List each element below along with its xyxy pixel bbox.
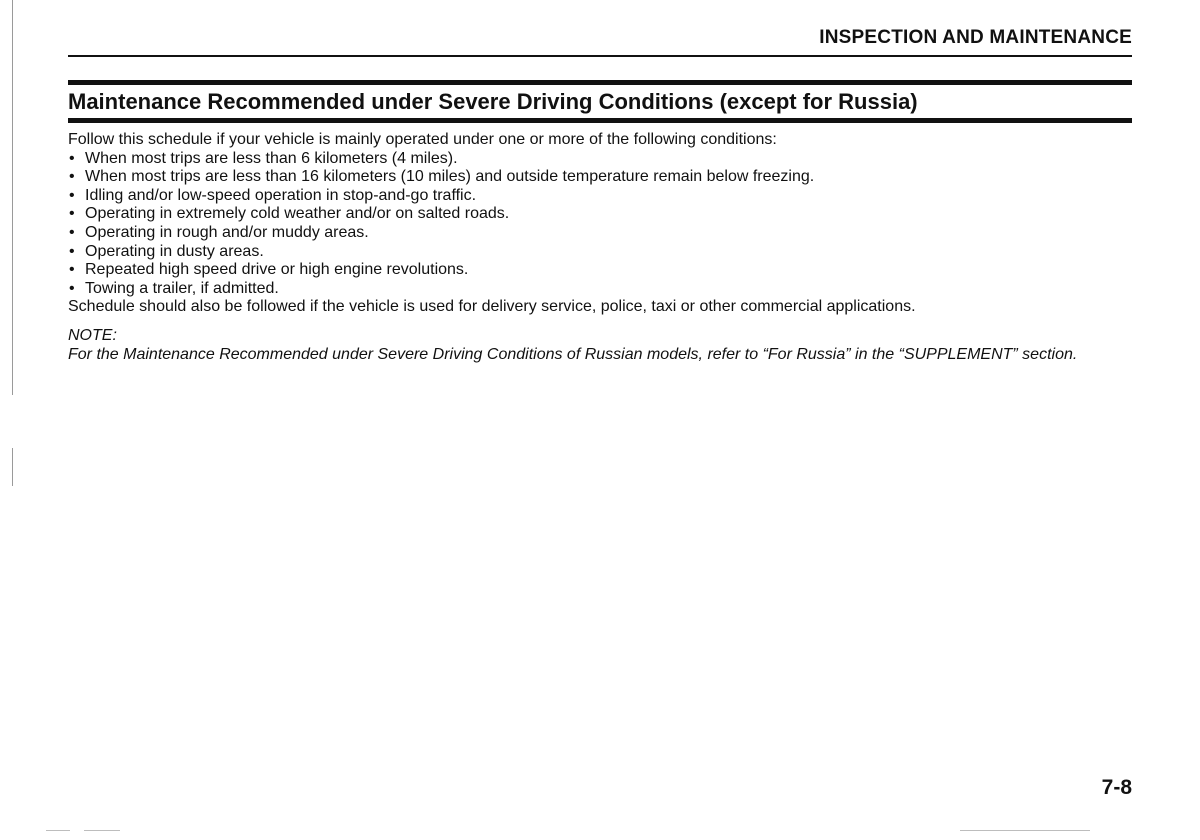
bullet-marker: • (69, 186, 75, 204)
section-heading: Maintenance Recommended under Severe Driving Conditions (except for Russia) (68, 89, 918, 114)
closing-paragraph: Schedule should also be followed if the vehicle is used for delivery service, police, taxi or other commercial applications. (68, 298, 916, 316)
condition-item (68, 280, 1132, 299)
section-body (68, 131, 1132, 364)
note-text: For the Maintenance Recommended under Severe Driving Conditions of Russian models, refer to “For Russia” in the “SUPPLEMENT” section. (68, 345, 1078, 363)
condition-item (68, 187, 1132, 206)
scan-speck (84, 830, 120, 831)
intro-paragraph: Follow this schedule if your vehicle is mainly operated under one or more of the following conditions: (68, 131, 777, 148)
condition-text: Towing a trailer, if admitted. (85, 279, 279, 297)
condition-text: Operating in extremely cold weather and/or on salted roads. (85, 205, 510, 223)
condition-item (68, 243, 1132, 262)
section-heading-bar-top (68, 80, 1132, 85)
condition-text: Operating in rough and/or muddy areas. (85, 223, 369, 241)
bullet-marker: • (69, 168, 75, 186)
condition-text: When most trips are less than 6 kilometers (4 miles). (85, 149, 458, 167)
note-block (68, 327, 1132, 364)
condition-text: Repeated high speed drive or high engine revolutions. (85, 261, 469, 279)
binding-margin-line (12, 0, 13, 395)
conditions-list (68, 150, 1132, 299)
condition-text: Idling and/or low-speed operation in stop-and-go traffic. (85, 186, 477, 204)
condition-item (68, 261, 1132, 280)
bullet-marker: • (69, 223, 75, 241)
scan-speck (960, 830, 1090, 831)
bullet-marker: • (69, 205, 75, 223)
condition-item (68, 205, 1132, 224)
note-label: NOTE: (68, 326, 117, 344)
section-heading-bar-bottom (68, 118, 1132, 123)
header-rule (68, 55, 1132, 57)
binding-margin-line-lower (12, 448, 13, 486)
condition-text: When most trips are less than 16 kilometers (10 miles) and outside temperature remain below freezing. (85, 168, 815, 186)
scan-speck (46, 830, 70, 831)
bullet-marker: • (69, 149, 75, 167)
bullet-marker: • (69, 242, 75, 260)
page-number: 7-8 (1101, 776, 1132, 799)
bullet-marker: • (69, 279, 75, 297)
bullet-marker: • (69, 261, 75, 279)
condition-item (68, 168, 1132, 187)
condition-text: Operating in dusty areas. (85, 242, 264, 260)
condition-item (68, 150, 1132, 169)
condition-item (68, 224, 1132, 243)
running-header: INSPECTION AND MAINTENANCE (819, 27, 1132, 48)
scan-artifacts (0, 830, 1200, 832)
